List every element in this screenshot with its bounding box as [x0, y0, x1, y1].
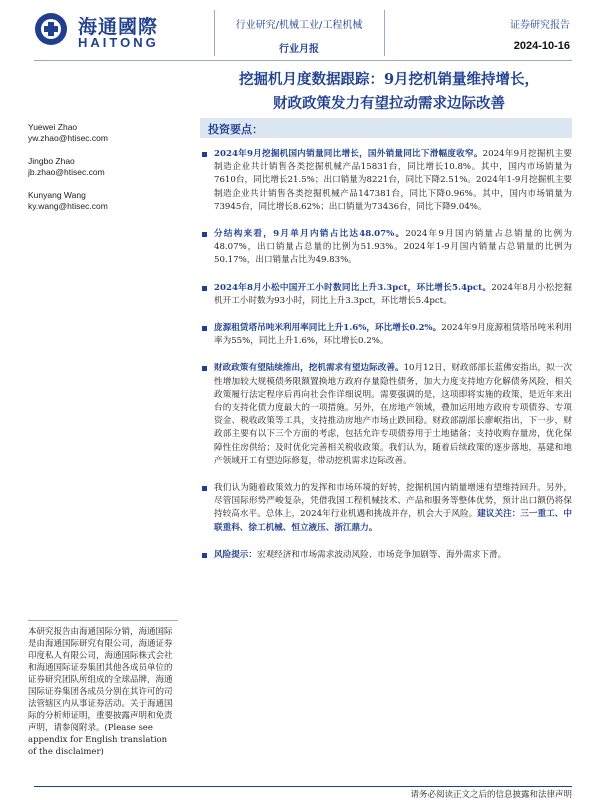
- header-date: 2024-10-16: [513, 40, 570, 52]
- author-email[interactable]: ky.wang@htisec.com: [28, 200, 108, 211]
- key-point-paragraph: [200, 549, 572, 562]
- logo-text-cn: 海通國際: [78, 16, 159, 38]
- key-point-paragraph: [200, 282, 572, 308]
- key-point-body: 10月12日，财政部部长蓝佛安指出，拟一次性增加较大规模债务限额置换地方政府存量隐性债务，加大力度支持地方化解债务风险，相关政策履行法定程序后再向社会作详细说明。需要强调的是，这项即将实施的政策，是近年来出台的支持化债力度最大的一项措施。另外，在房地产领域，叠加运用地方政府专项债券、专项资金、税收政策等工具，支持推动房地产市场止跌回稳。财政部副部长廖岷指出，下一步，财政部主要有以下三个方面的考虑，包括允许专项债券用于土地储备；支持收购存量房，优化保障性住房供给；及时优化完善相关税收政策。我们认为，随着后续政策的逐步落地，基建和地产领域开工有望边际修复，带动挖机需求边际改善。: [214, 363, 572, 466]
- header-report-type: 行业月报: [279, 44, 319, 55]
- header-categories: 行业研究/机械工业/工程机械: [235, 20, 363, 31]
- key-point-paragraph: [200, 482, 572, 535]
- author-name: Jingbo Zhao: [28, 156, 75, 166]
- key-points-content: [200, 148, 572, 576]
- key-point-paragraph: [200, 228, 572, 268]
- bullet-square-icon: [202, 152, 207, 157]
- haitong-logo-mark: [34, 12, 68, 46]
- author-entry: [28, 122, 178, 143]
- disclaimer-rule: [28, 620, 178, 621]
- report-title-line-1: 挖掘机月度数据跟踪：9月挖机销量维持增长，: [238, 71, 540, 88]
- author-email[interactable]: jb.zhao@htisec.com: [28, 166, 105, 177]
- author-entry: [28, 190, 178, 211]
- key-point-lead: 2024年8月小松中国开工小时数同比上升3.3pct，环比增长5.4pct。: [214, 282, 492, 293]
- key-point-paragraph: [200, 148, 572, 214]
- header-divider: [384, 10, 385, 56]
- key-point-lead: 分结构来看，9月单月内销占比达48.07%。: [214, 229, 406, 240]
- header-report-label: 证券研究报告: [510, 20, 570, 31]
- author-entry: [28, 156, 178, 177]
- key-point-body: 2024年9月庞源租赁塔吊吨米利用率为55%，同比上升1.6%，环比增长0.2%。: [214, 323, 572, 347]
- key-point-recommendation: 建议关注：三一重工、中联重科、徐工机械、恒立液压、浙江鼎力。: [214, 509, 572, 533]
- haitong-logo: [34, 10, 194, 50]
- bullet-square-icon: [202, 366, 207, 371]
- header-right-block: [470, 16, 570, 52]
- key-point-body: 2024年8月小松挖掘机开工小时数为93小时，同比上升3.3pct，环比增长5.4pct。: [214, 282, 572, 306]
- bullet-square-icon: [202, 486, 207, 491]
- bullet-square-icon: [202, 286, 207, 291]
- header-divider: [214, 10, 215, 56]
- author-email[interactable]: yw.zhao@htisec.com: [28, 132, 108, 143]
- bullet-square-icon: [202, 326, 207, 331]
- key-point-lead: 2024年9月挖掘机国内销量同比增长，国外销量同比下滑幅度收窄。: [214, 149, 483, 159]
- section-title: 投资要点：: [208, 123, 263, 136]
- key-point-paragraph: [200, 322, 572, 348]
- report-title: [200, 68, 578, 116]
- header-rule: [34, 60, 572, 61]
- bullet-square-icon: [202, 553, 207, 558]
- key-point-lead: 财政政策有望陆续推出，挖机需求有望边际改善。: [214, 363, 404, 374]
- key-point-body: 我们认为随着政策效力的发挥和市场环境的好转，挖掘机国内销量增速有望维持回升。另外，尽管国际形势严峻复杂，凭借我国工程机械技术、产品和服务等整体优势，预计出口额仍将保持较高水平。总体上，2024年行业机遇和挑战并存，机会大于风险。: [214, 483, 572, 520]
- footer-notice: 请务必阅读正文之后的信息披露和法律声明: [410, 790, 572, 800]
- author-name: Kunyang Wang: [28, 190, 86, 200]
- key-point-body: 2024年9月挖掘机主要制造企业共计销售各类挖掘机械产品15831台，同比增长10.8%。其中，国内市场销量为7610台，同比增长21.5%；出口销量为8221台，同比下降2.51%。2024年1-9月挖掘机主要制造企业共计销售各类挖掘机械产品147381台，同比下降0.96%。其中，国内市场销量为73945台，同比增长8.62%；出口销量为73436台，同比下降9.04%。: [214, 149, 573, 212]
- author-list: [28, 122, 178, 224]
- bullet-square-icon: [202, 232, 207, 237]
- logo-text-en: HAITONG: [78, 35, 159, 50]
- header-categories-block: [228, 16, 370, 55]
- key-point-paragraph: [200, 362, 572, 468]
- key-point-lead: 庞源租赁塔吊吨米利用率同比上升1.6%，环比增长0.2%。: [214, 323, 442, 334]
- report-title-line-2: 财政政策发力有望拉动需求边际改善: [273, 95, 505, 112]
- key-point-body: 2024年9月国内销量占总销量的比例为48.07%，出口销量占总量的比例为51.93%。2024年1-9月国内销量占总销量的比例为50.17%，出口销量占比为49.83%。: [214, 229, 572, 266]
- section-header-bar: [200, 118, 572, 138]
- disclaimer-text: 本研究报告由海通国际分销，海通国际是由海通国际研究有限公司，海通证券印度私人有限公司，海通国际株式会社和海通国际证券集团其他各成员单位的证券研究团队所组成的全球品牌，海通国际证券集团各成员分别在其许可的司法管辖区内从事证券活动。关于海通国际的分析师证明，重要披露声明和免责声明，请参阅附录。(Please see appendix for English translation of the disclaimer): [28, 627, 173, 757]
- risk-warning-body: 宏观经济和市场需求波动风险、市场竞争加剧等、海外需求下滑。: [256, 549, 507, 560]
- footer-rule: [34, 786, 572, 787]
- author-name: Yuewei Zhao: [28, 122, 78, 132]
- risk-warning-lead: 风险提示：: [214, 549, 257, 560]
